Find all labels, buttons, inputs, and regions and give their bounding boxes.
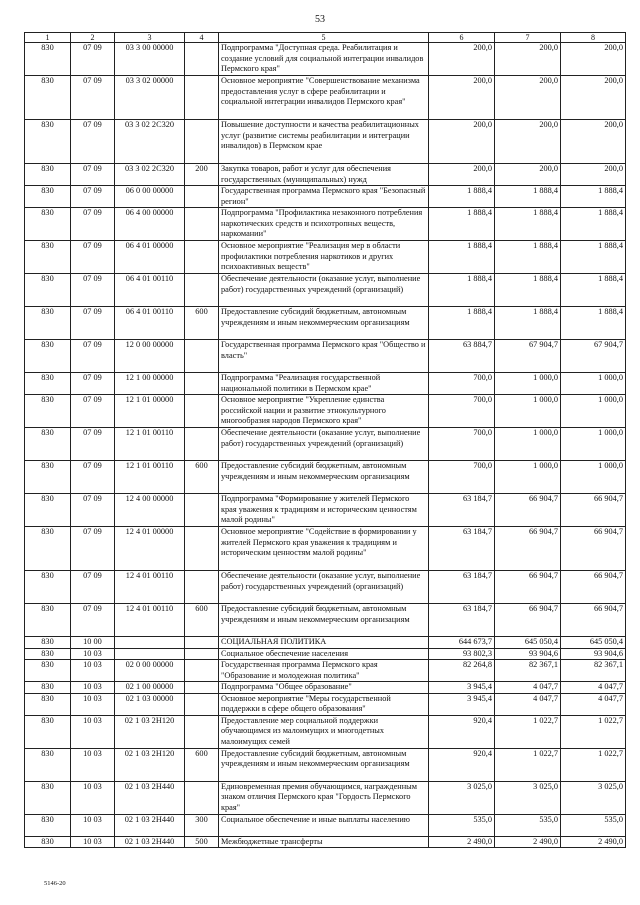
- cell-code: 830: [25, 571, 71, 604]
- header-cell: 1: [25, 33, 71, 43]
- table-row: [25, 682, 626, 694]
- header-cell: 8: [561, 33, 626, 43]
- cell-type: [185, 494, 219, 527]
- table-row: [25, 571, 626, 604]
- table-row: [25, 637, 626, 649]
- table-row: [25, 814, 626, 836]
- cell-amount-2: 93 904,6: [495, 648, 561, 660]
- cell-section: 07 09: [71, 494, 115, 527]
- cell-amount-3: 200,0: [561, 76, 626, 120]
- cell-description: Обеспечение деятельности (оказание услуг, выполнение работ) государственных учреждений (организаций): [219, 571, 429, 604]
- cell-section: 07 09: [71, 43, 115, 76]
- cell-type: [185, 373, 219, 395]
- cell-amount-3: 66 904,7: [561, 527, 626, 571]
- cell-description: Основное мероприятие "Совершенствование механизма предоставления услуг в сфере реабилитации и социальной интеграции инвалидов Пермского края": [219, 76, 429, 120]
- cell-amount-2: 1 888,4: [495, 208, 561, 241]
- cell-code: 830: [25, 307, 71, 340]
- cell-target: 02 1 03 2Н120: [115, 748, 185, 781]
- cell-description: Социальное обеспечение населения: [219, 648, 429, 660]
- table-row: [25, 748, 626, 781]
- cell-section: 07 09: [71, 571, 115, 604]
- cell-amount-1: 63 184,7: [429, 571, 495, 604]
- cell-amount-1: 200,0: [429, 164, 495, 186]
- cell-code: 830: [25, 494, 71, 527]
- cell-amount-1: 700,0: [429, 395, 495, 428]
- cell-type: [185, 43, 219, 76]
- cell-amount-2: 4 047,7: [495, 693, 561, 715]
- cell-description: Основное мероприятие "Реализация мер в области профилактики потребления наркотиков и других психоактивных веществ": [219, 241, 429, 274]
- cell-amount-1: 2 490,0: [429, 836, 495, 848]
- table-row: [25, 241, 626, 274]
- cell-amount-3: 200,0: [561, 120, 626, 164]
- header-row: [25, 33, 626, 43]
- header-cell: 4: [185, 33, 219, 43]
- cell-section: 07 09: [71, 604, 115, 637]
- cell-amount-3: 3 025,0: [561, 781, 626, 814]
- cell-amount-1: 63 184,7: [429, 527, 495, 571]
- cell-code: 830: [25, 395, 71, 428]
- cell-amount-2: 66 904,7: [495, 604, 561, 637]
- cell-code: 830: [25, 76, 71, 120]
- cell-description: Подпрограмма "Профилактика незаконного потребления наркотических средств и психотропных веществ, наркомании": [219, 208, 429, 241]
- cell-amount-2: 82 367,1: [495, 660, 561, 682]
- cell-amount-3: 200,0: [561, 43, 626, 76]
- cell-amount-1: 700,0: [429, 461, 495, 494]
- cell-description: Подпрограмма "Формирование у жителей Пермского края уважения к традициям и историческим ценностям малой родины": [219, 494, 429, 527]
- cell-code: 830: [25, 373, 71, 395]
- cell-description: Основное мероприятие "Содействие в формировании у жителей Пермского края уважения к традициям и историческим ценностям малой родины": [219, 527, 429, 571]
- cell-section: 07 09: [71, 120, 115, 164]
- cell-type: 300: [185, 814, 219, 836]
- cell-amount-3: 200,0: [561, 164, 626, 186]
- cell-section: 07 09: [71, 186, 115, 208]
- cell-section: 07 09: [71, 241, 115, 274]
- header-cell: 6: [429, 33, 495, 43]
- cell-amount-3: 645 050,4: [561, 637, 626, 649]
- budget-table: [24, 32, 626, 848]
- cell-code: 830: [25, 814, 71, 836]
- cell-code: 830: [25, 340, 71, 373]
- table-row: [25, 43, 626, 76]
- cell-section: 07 09: [71, 461, 115, 494]
- cell-description: Предоставление субсидий бюджетным, автономным учреждениям и иным некоммерческим организациям: [219, 461, 429, 494]
- cell-section: 10 03: [71, 715, 115, 748]
- header-cell: 3: [115, 33, 185, 43]
- cell-description: Закупка товаров, работ и услуг для обеспечения государственных (муниципальных) нужд: [219, 164, 429, 186]
- cell-target: 12 1 01 00110: [115, 428, 185, 461]
- cell-amount-1: 644 673,7: [429, 637, 495, 649]
- cell-section: 10 03: [71, 648, 115, 660]
- cell-amount-2: 535,0: [495, 814, 561, 836]
- cell-section: 07 09: [71, 340, 115, 373]
- cell-amount-3: 1 022,7: [561, 748, 626, 781]
- cell-type: [185, 120, 219, 164]
- cell-section: 10 03: [71, 748, 115, 781]
- cell-target: [115, 637, 185, 649]
- cell-code: 830: [25, 693, 71, 715]
- cell-amount-2: 66 904,7: [495, 571, 561, 604]
- cell-amount-2: 66 904,7: [495, 494, 561, 527]
- cell-type: 200: [185, 164, 219, 186]
- cell-code: 830: [25, 208, 71, 241]
- cell-description: Основное мероприятие "Меры государственной поддержки в сфере общего образования": [219, 693, 429, 715]
- cell-section: 07 09: [71, 373, 115, 395]
- cell-amount-1: 63 184,7: [429, 494, 495, 527]
- cell-code: 830: [25, 241, 71, 274]
- cell-amount-1: 200,0: [429, 43, 495, 76]
- cell-type: [185, 715, 219, 748]
- cell-target: 02 1 03 2Н440: [115, 836, 185, 848]
- cell-type: [185, 76, 219, 120]
- cell-code: 830: [25, 527, 71, 571]
- cell-amount-2: 1 888,4: [495, 241, 561, 274]
- cell-target: 02 1 03 00000: [115, 693, 185, 715]
- table-row: [25, 186, 626, 208]
- cell-amount-3: 66 904,7: [561, 604, 626, 637]
- cell-amount-2: 2 490,0: [495, 836, 561, 848]
- cell-section: 10 03: [71, 660, 115, 682]
- cell-amount-2: 1 888,4: [495, 307, 561, 340]
- cell-target: 12 4 01 00110: [115, 604, 185, 637]
- cell-description: Единовременная премия обучающимся, награжденным знаком отличия Пермского края "Гордость Пермского края": [219, 781, 429, 814]
- cell-amount-1: 1 888,4: [429, 274, 495, 307]
- cell-amount-3: 66 904,7: [561, 571, 626, 604]
- cell-amount-1: 535,0: [429, 814, 495, 836]
- cell-code: 830: [25, 186, 71, 208]
- cell-type: [185, 648, 219, 660]
- cell-section: 10 03: [71, 814, 115, 836]
- header-cell: 5: [219, 33, 429, 43]
- cell-amount-3: 1 888,4: [561, 307, 626, 340]
- cell-amount-3: 1 000,0: [561, 395, 626, 428]
- cell-target: 02 1 03 2Н440: [115, 814, 185, 836]
- cell-type: 600: [185, 307, 219, 340]
- cell-target: 06 4 00 00000: [115, 208, 185, 241]
- cell-amount-3: 67 904,7: [561, 340, 626, 373]
- table-row: [25, 373, 626, 395]
- cell-code: 830: [25, 748, 71, 781]
- cell-section: 07 09: [71, 274, 115, 307]
- table-row: [25, 395, 626, 428]
- cell-amount-3: 1 022,7: [561, 715, 626, 748]
- cell-amount-1: 920,4: [429, 715, 495, 748]
- cell-amount-2: 66 904,7: [495, 527, 561, 571]
- cell-amount-3: 4 047,7: [561, 693, 626, 715]
- cell-section: 07 09: [71, 208, 115, 241]
- cell-amount-3: 535,0: [561, 814, 626, 836]
- cell-amount-1: 93 802,3: [429, 648, 495, 660]
- cell-section: 10 00: [71, 637, 115, 649]
- cell-amount-1: 1 888,4: [429, 208, 495, 241]
- cell-description: Основное мероприятие "Укрепление единства российской нации и развитие этнокультурного многообразия народов Пермского края": [219, 395, 429, 428]
- cell-type: 600: [185, 604, 219, 637]
- cell-target: 03 3 02 2С320: [115, 120, 185, 164]
- cell-amount-2: 200,0: [495, 43, 561, 76]
- cell-amount-1: 1 888,4: [429, 307, 495, 340]
- cell-amount-2: 200,0: [495, 120, 561, 164]
- cell-target: 03 3 02 2С320: [115, 164, 185, 186]
- table-row: [25, 494, 626, 527]
- cell-target: 06 0 00 00000: [115, 186, 185, 208]
- cell-amount-3: 93 904,6: [561, 648, 626, 660]
- cell-code: 830: [25, 682, 71, 694]
- footer-code: 5146-20: [44, 880, 66, 887]
- cell-type: [185, 682, 219, 694]
- cell-type: [185, 241, 219, 274]
- cell-amount-2: 1 000,0: [495, 428, 561, 461]
- cell-code: 830: [25, 637, 71, 649]
- cell-target: 12 1 01 00110: [115, 461, 185, 494]
- cell-target: 02 1 03 2Н440: [115, 781, 185, 814]
- cell-amount-2: 200,0: [495, 164, 561, 186]
- cell-type: [185, 571, 219, 604]
- cell-amount-2: 1 000,0: [495, 395, 561, 428]
- table-row: [25, 693, 626, 715]
- cell-amount-3: 1 000,0: [561, 461, 626, 494]
- cell-amount-3: 4 047,7: [561, 682, 626, 694]
- cell-amount-3: 1 888,4: [561, 274, 626, 307]
- cell-section: 07 09: [71, 164, 115, 186]
- table-row: [25, 120, 626, 164]
- cell-description: Предоставление мер социальной поддержки обучающимся из малоимущих и многодетных малоимущих семей: [219, 715, 429, 748]
- cell-amount-2: 1 022,7: [495, 748, 561, 781]
- cell-amount-3: 66 904,7: [561, 494, 626, 527]
- table-row: [25, 307, 626, 340]
- cell-description: Государственная программа Пермского края "Образование и молодежная политика": [219, 660, 429, 682]
- cell-type: 600: [185, 461, 219, 494]
- cell-section: 07 09: [71, 307, 115, 340]
- cell-target: 02 1 00 00000: [115, 682, 185, 694]
- cell-amount-1: 1 888,4: [429, 241, 495, 274]
- cell-target: 02 0 00 00000: [115, 660, 185, 682]
- table-row: [25, 527, 626, 571]
- cell-section: 10 03: [71, 693, 115, 715]
- cell-description: Повышение доступности и качества реабилитационных услуг (развитие системы реабилитации и интеграции инвалидов) в Пермском крае: [219, 120, 429, 164]
- cell-section: 07 09: [71, 428, 115, 461]
- table-row: [25, 461, 626, 494]
- page-number: 53: [315, 14, 325, 25]
- cell-type: [185, 340, 219, 373]
- cell-amount-3: 2 490,0: [561, 836, 626, 848]
- cell-amount-3: 1 888,4: [561, 241, 626, 274]
- cell-description: Обеспечение деятельности (оказание услуг, выполнение работ) государственных учреждений (организаций): [219, 274, 429, 307]
- cell-type: [185, 637, 219, 649]
- cell-description: Подпрограмма "Общее образование": [219, 682, 429, 694]
- table-row: [25, 208, 626, 241]
- cell-target: 12 4 01 00000: [115, 527, 185, 571]
- cell-target: 12 1 01 00000: [115, 395, 185, 428]
- cell-amount-2: 67 904,7: [495, 340, 561, 373]
- cell-description: Предоставление субсидий бюджетным, автономным учреждениям и иным некоммерческим организациям: [219, 748, 429, 781]
- table-row: [25, 648, 626, 660]
- cell-section: 07 09: [71, 395, 115, 428]
- cell-type: [185, 274, 219, 307]
- cell-code: 830: [25, 836, 71, 848]
- cell-code: 830: [25, 43, 71, 76]
- cell-code: 830: [25, 715, 71, 748]
- cell-description: Межбюджетные трансферты: [219, 836, 429, 848]
- cell-amount-1: 920,4: [429, 748, 495, 781]
- cell-code: 830: [25, 604, 71, 637]
- cell-description: Подпрограмма "Доступная среда. Реабилитация и создание условий для социальной интеграции инвалидов Пермского края": [219, 43, 429, 76]
- table-row: [25, 660, 626, 682]
- cell-amount-1: 63 884,7: [429, 340, 495, 373]
- cell-section: 10 03: [71, 781, 115, 814]
- cell-description: СОЦИАЛЬНАЯ ПОЛИТИКА: [219, 637, 429, 649]
- cell-code: 830: [25, 781, 71, 814]
- cell-amount-2: 4 047,7: [495, 682, 561, 694]
- cell-amount-3: 1 888,4: [561, 208, 626, 241]
- table-row: [25, 274, 626, 307]
- cell-amount-2: 200,0: [495, 76, 561, 120]
- cell-amount-2: 1 888,4: [495, 186, 561, 208]
- table-body: [25, 43, 626, 848]
- cell-description: Государственная программа Пермского края "Безопасный регион": [219, 186, 429, 208]
- cell-amount-1: 82 264,8: [429, 660, 495, 682]
- cell-section: 10 03: [71, 682, 115, 694]
- table-row: [25, 836, 626, 848]
- cell-description: Социальное обеспечение и иные выплаты населению: [219, 814, 429, 836]
- cell-code: 830: [25, 164, 71, 186]
- cell-code: 830: [25, 428, 71, 461]
- cell-amount-1: 1 888,4: [429, 186, 495, 208]
- cell-target: 12 4 01 00110: [115, 571, 185, 604]
- cell-target: 03 3 00 00000: [115, 43, 185, 76]
- cell-amount-3: 82 367,1: [561, 660, 626, 682]
- cell-type: [185, 208, 219, 241]
- table-row: [25, 76, 626, 120]
- cell-amount-1: 700,0: [429, 428, 495, 461]
- cell-target: 03 3 02 00000: [115, 76, 185, 120]
- header-cell: 7: [495, 33, 561, 43]
- table-row: [25, 604, 626, 637]
- cell-code: 830: [25, 274, 71, 307]
- cell-description: Предоставление субсидий бюджетным, автономным учреждениям и иным некоммерческим организациям: [219, 604, 429, 637]
- cell-amount-3: 1 888,4: [561, 186, 626, 208]
- table-row: [25, 428, 626, 461]
- cell-target: 06 4 01 00110: [115, 274, 185, 307]
- cell-description: Подпрограмма "Реализация государственной национальной политики в Пермском крае": [219, 373, 429, 395]
- cell-amount-1: 63 184,7: [429, 604, 495, 637]
- cell-target: 12 0 00 00000: [115, 340, 185, 373]
- cell-amount-2: 1 888,4: [495, 274, 561, 307]
- cell-target: 12 4 00 00000: [115, 494, 185, 527]
- cell-type: 600: [185, 748, 219, 781]
- cell-description: Предоставление субсидий бюджетным, автономным учреждениям и иным некоммерческим организациям: [219, 307, 429, 340]
- table-row: [25, 340, 626, 373]
- cell-amount-1: 3 945,4: [429, 682, 495, 694]
- cell-target: 06 4 01 00110: [115, 307, 185, 340]
- cell-amount-2: 1 000,0: [495, 461, 561, 494]
- cell-type: [185, 781, 219, 814]
- cell-section: 07 09: [71, 527, 115, 571]
- cell-amount-3: 1 000,0: [561, 428, 626, 461]
- cell-code: 830: [25, 660, 71, 682]
- cell-code: 830: [25, 120, 71, 164]
- header-cell: 2: [71, 33, 115, 43]
- cell-amount-3: 1 000,0: [561, 373, 626, 395]
- cell-amount-2: 3 025,0: [495, 781, 561, 814]
- cell-section: 07 09: [71, 76, 115, 120]
- cell-description: Обеспечение деятельности (оказание услуг, выполнение работ) государственных учреждений (организаций): [219, 428, 429, 461]
- cell-type: [185, 428, 219, 461]
- cell-target: [115, 648, 185, 660]
- cell-type: [185, 693, 219, 715]
- cell-amount-1: 200,0: [429, 120, 495, 164]
- cell-target: 12 1 00 00000: [115, 373, 185, 395]
- cell-amount-2: 1 000,0: [495, 373, 561, 395]
- table-row: [25, 164, 626, 186]
- cell-amount-1: 3 025,0: [429, 781, 495, 814]
- cell-code: 830: [25, 648, 71, 660]
- cell-amount-1: 200,0: [429, 76, 495, 120]
- table-row: [25, 781, 626, 814]
- cell-amount-2: 1 022,7: [495, 715, 561, 748]
- cell-type: [185, 660, 219, 682]
- cell-type: [185, 186, 219, 208]
- cell-section: 10 03: [71, 836, 115, 848]
- cell-description: Государственная программа Пермского края "Общество и власть": [219, 340, 429, 373]
- cell-type: 500: [185, 836, 219, 848]
- cell-type: [185, 527, 219, 571]
- cell-target: 06 4 01 00000: [115, 241, 185, 274]
- cell-target: 02 1 03 2Н120: [115, 715, 185, 748]
- cell-code: 830: [25, 461, 71, 494]
- cell-amount-1: 3 945,4: [429, 693, 495, 715]
- cell-type: [185, 395, 219, 428]
- cell-amount-1: 700,0: [429, 373, 495, 395]
- cell-amount-2: 645 050,4: [495, 637, 561, 649]
- table-row: [25, 715, 626, 748]
